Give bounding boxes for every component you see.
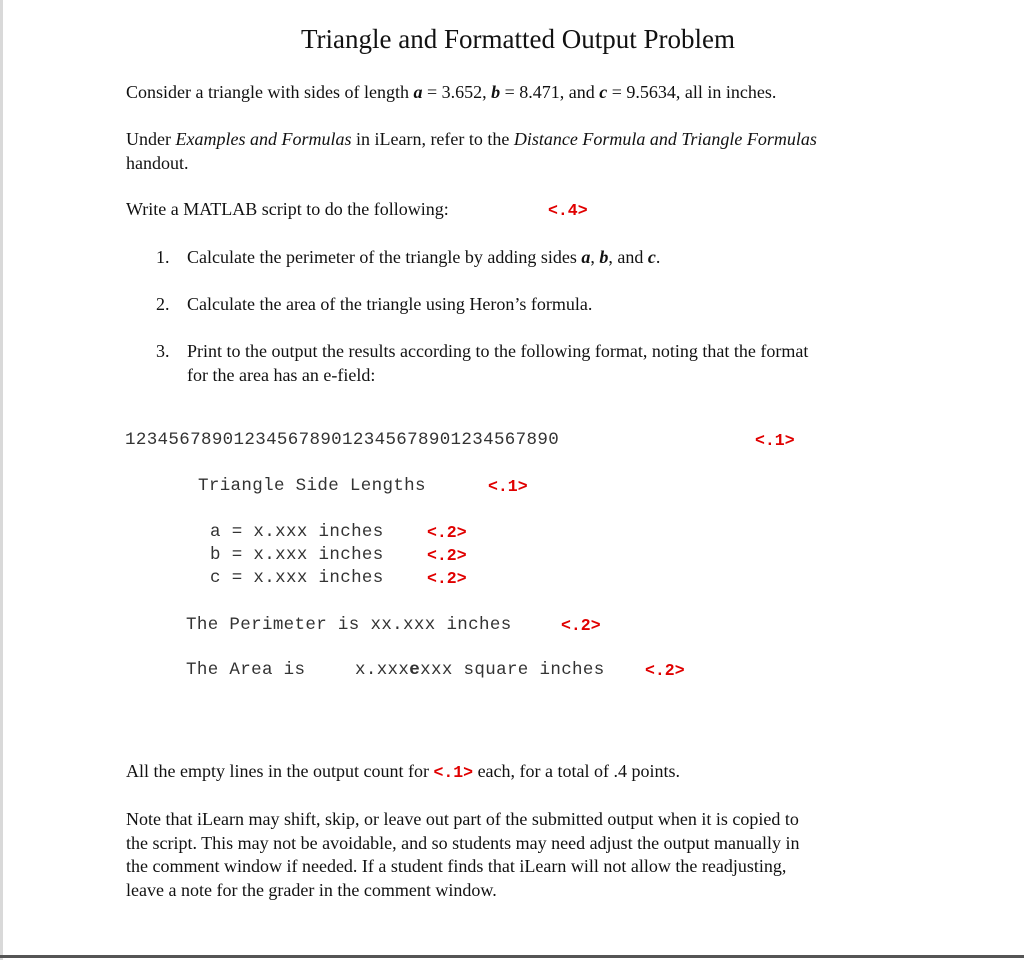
reference-part-1: Under — [126, 129, 176, 149]
b-value: = 8.471, and — [500, 82, 600, 102]
ruler-points: <.1> — [755, 431, 795, 450]
area-units: square inches — [452, 660, 605, 680]
step-1-var-c: c — [647, 247, 656, 267]
step-2-text: Calculate the area of the triangle using Heron’s formula. — [187, 294, 593, 314]
step-1-var-a: a — [581, 247, 591, 267]
reference-italic-1: Examples and Formulas — [175, 129, 352, 149]
task-paragraph — [126, 198, 916, 222]
var-c: c — [599, 82, 608, 102]
reference-part-2: in iLearn, refer to the — [351, 129, 514, 149]
step-1-sep-1: , — [590, 247, 600, 267]
step-2-number: 2. — [156, 294, 170, 314]
a-value: = 3.652, — [422, 82, 492, 102]
step-1-number: 1. — [156, 247, 170, 267]
reference-paragraph — [126, 128, 916, 175]
output-ruler: 1234567890123456789012345678901234567890 — [125, 430, 560, 450]
step-1-suffix: . — [655, 247, 661, 267]
step-3-line-1: Print to the output the results according to the following format, noting that the format — [187, 341, 809, 361]
empty-lines-points: <.1> — [433, 763, 474, 782]
output-area-label: The Area is — [186, 660, 306, 680]
area-exponent: xxx — [420, 660, 453, 680]
note-line-1: Note that iLearn may shift, skip, or leave out part of the submitted output when it is copied to — [126, 809, 799, 829]
step-1-sep-2: , and — [608, 247, 648, 267]
perimeter-points: <.2> — [561, 616, 601, 635]
note-line-4: leave a note for the grader in the comment window. — [126, 879, 497, 900]
step-1-prefix: Calculate the perimeter of the triangle by adding sides — [187, 247, 582, 267]
output-area-value — [355, 659, 605, 682]
task-text: Write a MATLAB script to do the following: — [126, 199, 449, 219]
output-heading: Triangle Side Lengths — [198, 476, 426, 496]
reference-part-3: handout. — [126, 152, 189, 173]
step-1-var-b: b — [599, 247, 609, 267]
area-mantissa: x.xxx — [355, 660, 410, 680]
page-bottom-rule — [0, 955, 1024, 958]
var-b: b — [491, 82, 501, 102]
side-c-points: <.2> — [427, 569, 467, 588]
output-side-a: a = x.xxx inches — [210, 522, 384, 542]
reference-italic-2: Distance Formula and Triangle Formulas — [513, 129, 817, 149]
c-value: = 9.5634, all in inches. — [607, 82, 777, 102]
empty-lines-prefix: All the empty lines in the output count for — [126, 761, 434, 781]
area-points: <.2> — [645, 661, 685, 680]
step-3-number: 3. — [156, 341, 170, 361]
note-line-3: the comment window if needed. If a student finds that iLearn will not allow the readjusting, — [126, 856, 787, 876]
intro-paragraph — [126, 81, 916, 105]
output-side-b: b = x.xxx inches — [210, 545, 384, 565]
step-3-text — [187, 340, 907, 387]
var-a: a — [413, 82, 423, 102]
empty-lines-paragraph — [126, 760, 916, 785]
task-points: <.4> — [548, 201, 588, 220]
output-side-c: c = x.xxx inches — [210, 568, 384, 588]
output-perimeter: The Perimeter is xx.xxx inches — [186, 615, 512, 635]
side-b-points: <.2> — [427, 546, 467, 565]
side-a-points: <.2> — [427, 523, 467, 542]
note-paragraph — [126, 808, 926, 902]
empty-lines-suffix: each, for a total of .4 points. — [473, 761, 681, 781]
step-1-text — [187, 246, 907, 270]
step-3-line-2: for the area has an e-field: — [187, 364, 376, 385]
area-e-field: e — [409, 660, 421, 680]
page-title: Triangle and Formatted Output Problem — [301, 24, 735, 54]
heading-points: <.1> — [488, 477, 528, 496]
note-line-2: the script. This may not be avoidable, and so students may need adjust the output manually in — [126, 832, 800, 853]
intro-prefix: Consider a triangle with sides of length — [126, 82, 414, 102]
page-edge — [0, 0, 3, 960]
